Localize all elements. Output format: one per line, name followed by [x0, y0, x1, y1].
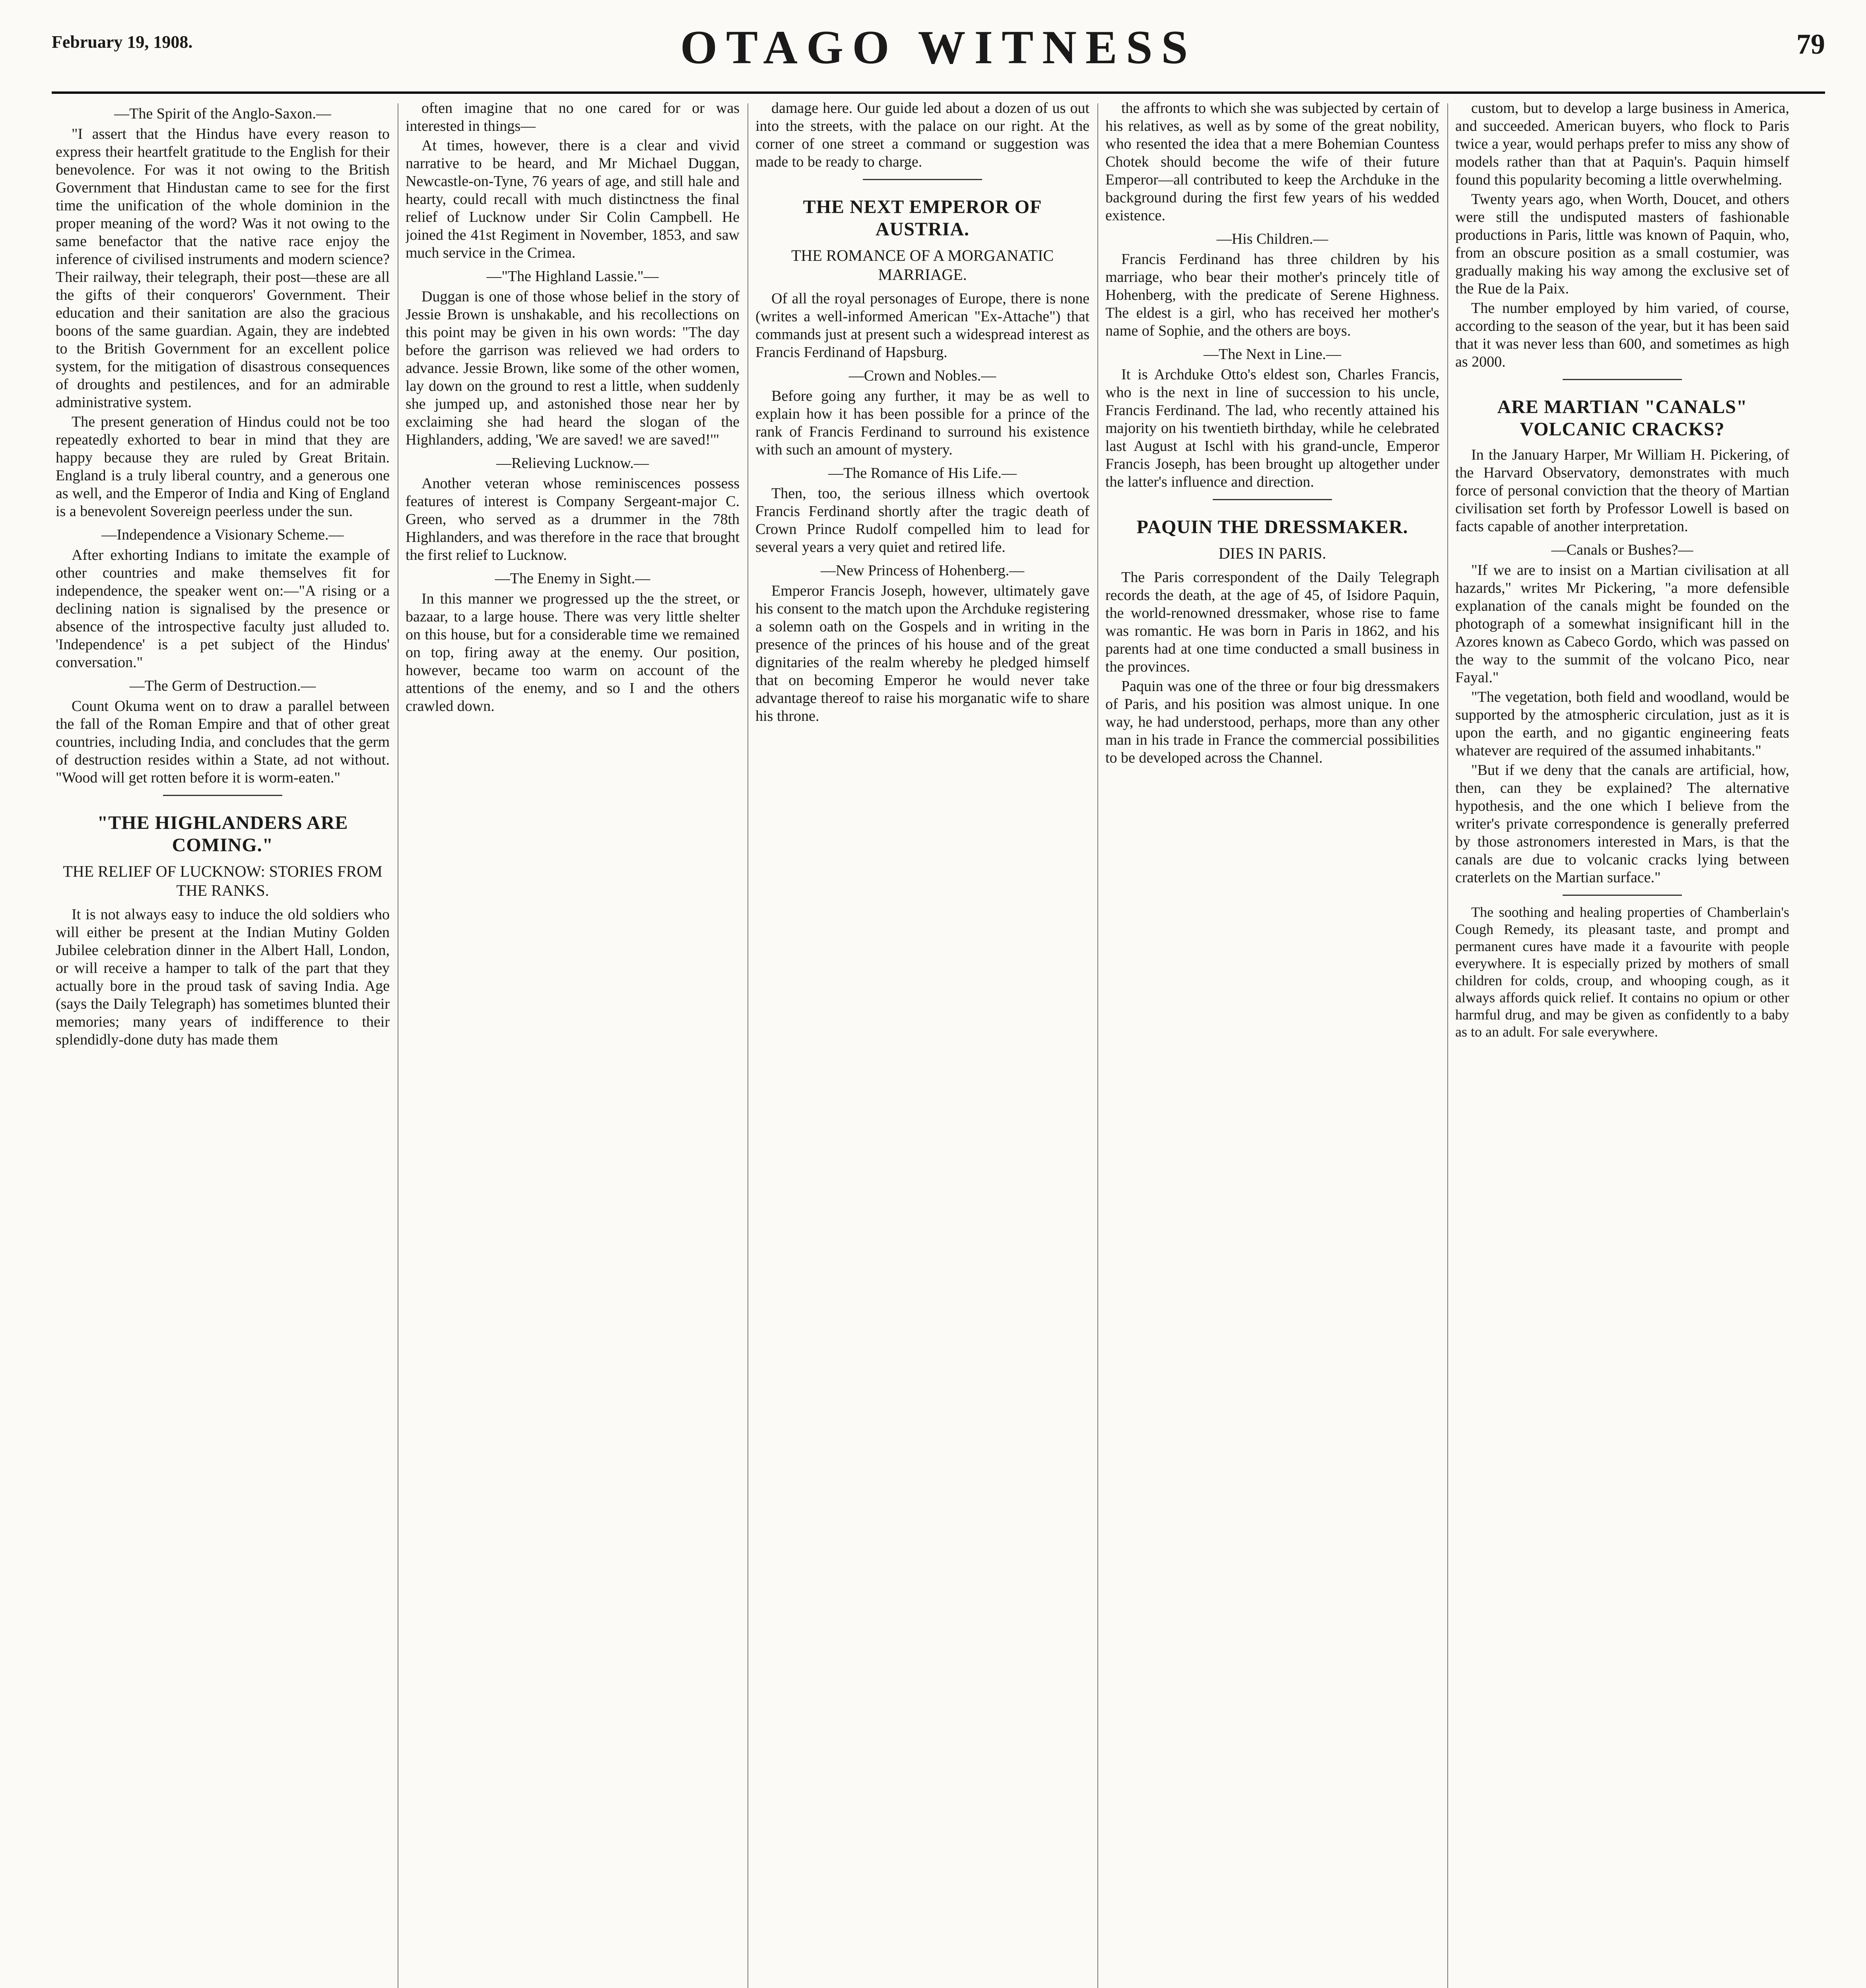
subheading: —Relieving Lucknow.— [496, 455, 649, 472]
article-headline: PAQUIN THE DRESSMAKER. [1136, 516, 1408, 538]
article-paragraph: In the January Harper, Mr William H. Pickering, of the Harvard Observatory, demonstrates with much force of personal conviction that the theory of Martian civilisation set forth by Professor Lowell is based on facts capable of another interpretation. [1455, 447, 1789, 535]
article-paragraph: Twenty years ago, when Worth, Doucet, and others were still the undisputed masters of fashionable productions in Paris, little was known of Paquin, who, from an obscure position as a small costumier, was gradually making his way among the exclusive set of the Rue de la Paix. [1455, 191, 1789, 297]
column-1 [56, 99, 390, 1988]
article-end-rule [1563, 895, 1682, 896]
article-end-rule [1213, 499, 1332, 500]
article-headline: THE NEXT EMPEROR OF AUSTRIA. [803, 196, 1042, 240]
article-paragraph: "The vegetation, both field and woodland, would be supported by the atmospheric circulation, just as it is upon the earth, and no gigantic engineering feats whatever are required of the assumed inhabitants." [1455, 689, 1789, 759]
column-divider [1447, 103, 1448, 1988]
article-end-rule [163, 795, 282, 796]
article-paragraph: the affronts to which she was subjected by certain of his relatives, as well as by some of the great nobility, who resented the idea that a mere Bohemian Countess Chotek should become the wife of their future Emperor—all contributed to keep the Archduke in the background during the first few years of his wedded existence. [1105, 100, 1439, 224]
article-paragraph: Before going any further, it may be as well to explain how it has been possible for a prince of the rank of Francis Ferdinand to surround his existence with such an amount of mystery. [755, 388, 1089, 458]
subheading: —The Romance of His Life.— [828, 465, 1017, 481]
article-end-rule [863, 179, 982, 180]
column-5 [1455, 99, 1789, 1988]
article-paragraph: Of all the royal personages of Europe, there is none (writes a well-informed American "Ex-Attache") that commands just at present such a widespread interest as Francis Ferdinand of Hapsburg. [755, 290, 1089, 361]
article-headline: "THE HIGHLANDERS ARE COMING." [97, 812, 348, 856]
column-divider [1097, 103, 1098, 1988]
subheading: —The Spirit of the Anglo-Saxon.— [114, 105, 331, 122]
article-deck: DIES IN PARIS. [1218, 544, 1326, 562]
advertisement-notice: The soothing and healing properties of Chamberlain's Cough Remedy, its pleasant taste, and prompt and permanent cures have made it a favourite with people everywhere. It is especially prized by mothers of small children for colds, croup, and whooping cough, as it always affords quick relief. It contains no opium or other harmful drug, and may be given as confidently to a baby as to an adult. For sale everywhere. [1455, 904, 1789, 1040]
article-paragraph: damage here. Our guide led about a dozen of us out into the streets, with the palace on our right. At the corner of one street a command or suggestion was made to be ready to charge. [755, 100, 1089, 170]
article-paragraph: often imagine that no one cared for or was interested in things— [406, 100, 740, 134]
article-paragraph: The present generation of Hindus could not be too repeatedly exhorted to bear in mind that they are happy because they are ruled by Great Britain. England is a truly liberal country, and a generous one as well, and the Emperor of India and King of England is a benevolent Sovereign peerless under the sun. [56, 414, 390, 520]
article-end-rule [1563, 379, 1682, 380]
article-paragraph: "If we are to insist on a Martian civilisation at all hazards," writes Mr Pickering, "a more defensible explanation of the canals might be founded on the photograph of a somewhat insignificant hill in the Azores known as Cabeco Gordo, which was passed on the way to the summit of the volcano Pico, near Fayal." [1455, 562, 1789, 686]
article-paragraph: Count Okuma went on to draw a parallel between the fall of the Roman Empire and that of other great countries, including India, and concludes that the germ of destruction resides within a State, ad not without. "Wood will get rotten before it is worm-eaten." [56, 698, 390, 786]
article-headline: ARE MARTIAN "CANALS" VOLCANIC CRACKS? [1497, 396, 1748, 440]
article-paragraph: After exhorting Indians to imitate the example of other countries and make themselves fit for independence, the speaker went on:—"A rising or a declining nation is signalised by the presence or absence of the introspective faculty just alluded to. 'Independence' is a pet subject of the Hindus' conversation." [56, 547, 390, 671]
newspaper-title: OTAGO WITNESS [680, 21, 1197, 74]
article-paragraph: It is not always easy to induce the old soldiers who will either be present at the Indian Mutiny Golden Jubilee celebration dinner in the Albert Hall, London, or will receive a hamper to talk of the part that they actually bore in the proud task of saving India. Age (says the Daily Telegraph) has sometimes blunted their memories; many years of indifference to their splendidly-done duty has made them [56, 906, 390, 1048]
article-deck: THE RELIEF OF LUCKNOW: STORIES FROM THE RANKS. [63, 862, 383, 899]
subheading: —The Germ of Destruction.— [129, 678, 316, 694]
article-paragraph: It is Archduke Otto's eldest son, Charles Francis, who is the next in line of succession to his uncle, Francis Ferdinand. The lad, who recently attained his majority on his twentieth birthday, while he celebrated last August at Ischl with his grand-uncle, Emperor Francis Joseph, has been brought up altogether under the latter's influence and direction. [1105, 366, 1439, 490]
page-number: 79 [1796, 28, 1825, 60]
article-paragraph: Duggan is one of those whose belief in the story of Jessie Brown is unshakable, and his recollections on this point may be given in his own words: "The day before the garrison was relieved we had orders to advance. Jessie Brown, like some of the other women, lay down on the ground to rest a little, when suddenly she jumped up, and astonished those near her by exclaiming she had heard the slogan of the Highlanders, adding, 'We are saved! we are saved!'" [406, 288, 740, 448]
article-deck: THE ROMANCE OF A MORGANATIC MARRIAGE. [791, 247, 1054, 283]
article-paragraph: Then, too, the serious illness which overtook Francis Ferdinand shortly after the tragic death of Crown Prince Rudolf compelled him to lead for several years a very quiet and retired life. [755, 485, 1089, 555]
subheading: —The Enemy in Sight.— [495, 570, 650, 587]
article-paragraph: At times, however, there is a clear and vivid narrative to be heard, and Mr Michael Duggan, Newcastle-on-Tyne, 76 years of age, and still hale and hearty, could recall with much distinctness the final relief of Lucknow under Sir Colin Campbell. He joined the 41st Regiment in November, 1853, and saw much service in the Crimea. [406, 137, 740, 261]
column-4 [1105, 99, 1439, 1988]
article-paragraph: Francis Ferdinand has three children by his marriage, who bear their mother's princely title of Hohenberg, with the predicate of Serene Highness. The eldest is a girl, who has received her mother's name of Sophie, and the others are boys. [1105, 251, 1439, 339]
subheading: —Canals or Bushes?— [1551, 542, 1693, 558]
article-paragraph: "But if we deny that the canals are artificial, how, then, can they be explained? The alternative hypothesis, and the one which I believe from the writer's private correspondence is generally preferred by those astronomers interested in Mars, is that the canals are due to volcanic cracks lying between craterlets on the Martian surface." [1455, 762, 1789, 886]
subheading: —"The Highland Lassie."— [486, 268, 659, 285]
masthead [52, 16, 1825, 99]
issue-date: February 19, 1908. [52, 32, 193, 52]
subheading: —New Princess of Hohenberg.— [820, 562, 1025, 579]
article-paragraph: "I assert that the Hindus have every reason to express their heartfelt gratitude to the English for their benevolence. For was it not owing to the British Government that Hindustan came to see for the first time the unification of the whole dominion in the proper meaning of the word? Was it not owing to the same benefactor that the native race enjoy the inference of civilised instruments and modern science? Their railway, their telegraph, their post—these are all the gifts of their conquerors' Government. Their education and their sanitation are also the gracious boons of the same guardian. Again, they are indebted to the British Government for an excellent police system, for the mitigation of disastrous consequences of droughts and pestilences, and for an admirable administrative system. [56, 126, 390, 411]
subheading: —The Next in Line.— [1203, 346, 1342, 363]
article-paragraph: Emperor Francis Joseph, however, ultimately gave his consent to the match upon the Archduke registering a solemn oath on the Gospels and in writing in the presence of the princes of his house and of the great dignitaries of the realm whereby he pledged himself that on becoming Emperor he would never take advantage thereof to raise his morganatic wife to share his throne. [755, 582, 1089, 724]
article-paragraph: Paquin was one of the three or four big dressmakers of Paris, and his position was almost unique. In one way, he had understood, perhaps, more than any other man in his trade in France the commercial possibilities to be developed across the Channel. [1105, 678, 1439, 766]
article-paragraph: The Paris correspondent of the Daily Telegraph records the death, at the age of 45, of Isidore Paquin, the world-renowned dressmaker, whose rise to fame was romantic. He was born in Paris in 1862, and his parents had at one time conducted a small business in the provinces. [1105, 569, 1439, 675]
subheading: —Independence a Visionary Scheme.— [101, 526, 344, 543]
article-paragraph: Another veteran whose reminiscences possess features of interest is Company Sergeant-major C. Green, who served as a drummer in the 78th Highlanders, and was therefore in the race that brought the first relief to Lucknow. [406, 475, 740, 563]
subheading: —His Children.— [1216, 231, 1328, 247]
article-paragraph: In this manner we progressed up the the street, or bazaar, to a large house. There was very little shelter on this house, but for a considerable time we remained on top, firing away at the enemy. Our position, however, became too warm on account of the attentions of the enemy, and so I and the others crawled down. [406, 590, 740, 714]
article-paragraph: custom, but to develop a large business in America, and succeeded. American buyers, who flock to Paris twice a year, would perhaps prefer to miss any show of models rather than that at Paquin's. Paquin himself found this popularity becoming a little overwhelming. [1455, 100, 1789, 188]
subheading: —Crown and Nobles.— [849, 367, 996, 384]
column-3 [755, 99, 1089, 1988]
column-2 [406, 99, 740, 1988]
article-paragraph: The number employed by him varied, of course, according to the season of the year, but it has been said that it was never less than 600, and sometimes as high as 2000. [1455, 300, 1789, 370]
masthead-rule [52, 91, 1825, 94]
